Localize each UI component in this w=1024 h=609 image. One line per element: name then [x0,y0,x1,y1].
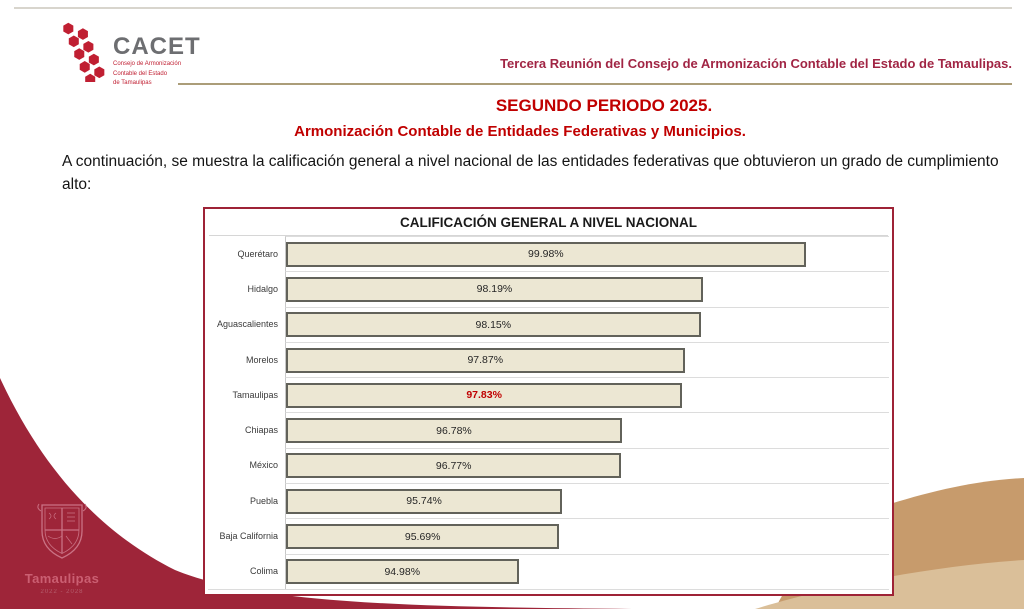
chart-row [208,554,889,589]
state-name: Tamaulipas [24,571,100,586]
bar [286,559,519,584]
chart-row [208,271,889,306]
chart-row [208,412,889,447]
chart-row [208,307,889,342]
bar-category-label: Aguascalientes [216,319,278,330]
chart-row [208,342,889,377]
bar-category-label: Chiapas [244,425,278,436]
chart-row [208,518,889,553]
bar-value-label: 96.77% [435,459,472,472]
subtitle: Armonización Contable de Entidades Federativas y Municipios. [294,123,746,140]
chart-row [208,448,889,483]
bar-category-label: Colima [249,566,278,577]
cacet-logo-subline: Contable del Estado [113,70,168,77]
state-years: 2022 - 2028 [40,589,84,595]
chart-rows [208,236,889,590]
bar-value-label: 99.98% [528,248,564,261]
bar [286,489,562,514]
bar-value-label: 97.87% [467,354,504,367]
bar-plot-area [285,554,889,589]
bar-plot-area [285,342,889,377]
bar-category-label: México [249,460,278,471]
bar-plot-area [285,377,889,412]
cacet-logo [58,20,201,88]
chart-row [208,377,889,412]
bar-category-label: Baja California [219,531,278,542]
cacet-logo-name: CACET [113,33,201,60]
bar-plot-area [285,271,889,306]
chart-row [208,483,889,518]
bar [286,277,703,302]
bar-plot-area [285,307,889,342]
footer-state-block [10,500,114,595]
bar-plot-area [285,448,889,483]
bar-plot-area [285,412,889,447]
tamaulipas-coat-of-arms-icon [36,500,88,564]
bar-plot-area [285,518,889,553]
cacet-logo-subline: de Tamaulipas [113,80,152,86]
bar-value-label: 94.98% [384,565,421,578]
bar-value-label: 95.74% [406,495,442,508]
bar [286,453,621,478]
intro-paragraph: A continuación, se muestra la calificación general a nivel nacional de las entidades federativas que obtuvieron un grado de cumplimiento alto: [62,153,999,194]
period-title: SEGUNDO PERIODO 2025. [495,96,713,115]
bar-category-label: Tamaulipas [232,389,278,400]
bar-value-label: 98.15% [475,318,512,331]
bar-category-label: Puebla [249,495,278,506]
bar [286,418,622,443]
bar [286,242,806,267]
cacet-hexagons-icon [58,20,106,82]
cacet-logo-subline: Consejo de Armonización [113,61,182,67]
bar-category-label: Querétaro [237,248,278,259]
header-underline [178,83,1012,85]
bar-value-label: 95.69% [404,530,441,543]
chart [203,207,894,596]
bar-category-label: Morelos [245,354,278,365]
chart-row [208,236,889,271]
bar [286,383,682,408]
top-divider [14,7,1012,9]
bar-value-label: 96.78% [436,424,472,437]
meeting-title: Tercera Reunión del Consejo de Armonización Contable del Estado de Tamaulipas. [500,56,1012,71]
bar [286,312,701,337]
bar-value-label: 97.83% [466,389,502,402]
bar-plot-area [285,483,889,518]
chart-title: CALIFICACIÓN GENERAL A NIVEL NACIONAL [399,215,697,230]
bar-value-label: 98.19% [476,283,513,296]
bar-category-label: Hidalgo [247,283,278,294]
bar [286,524,559,549]
bar-plot-area [285,236,889,271]
bar [286,348,685,373]
